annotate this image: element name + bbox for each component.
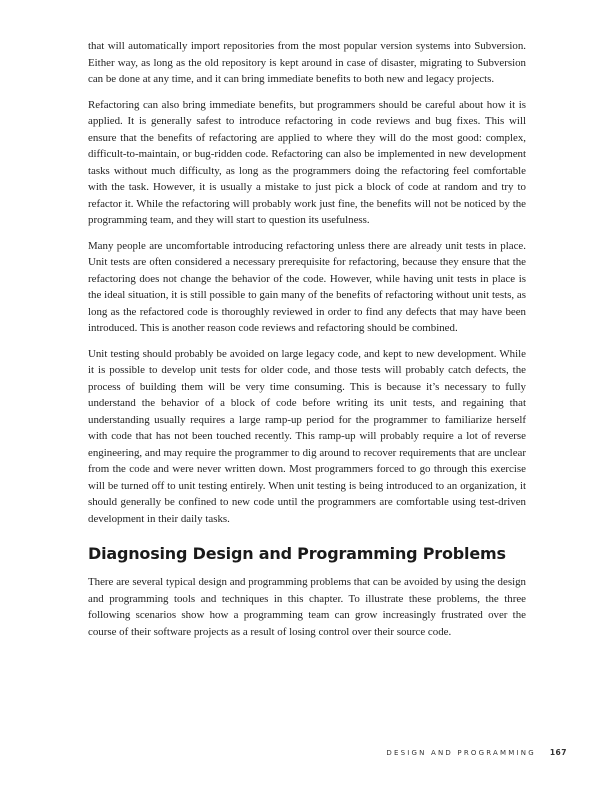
section-heading: Diagnosing Design and Programming Problems (88, 544, 506, 563)
body-paragraph: Many people are uncomfortable introducing refactoring unless there are already unit tests in place. Unit tests are often considered a necessary prerequisite for refactoring, because they ensure that the refactoring does not change the behavior of the code. However, while having unit tests in place is the ideal situation, it is still possible to gain many of the benefits of refactoring without unit tests, as long as the refactored code is thoroughly reviewed in order to find any defects that may have been introduced. This is another reason code reviews and refactoring should be combined. (88, 239, 526, 334)
body-paragraph: that will automatically import repositories from the most popular version systems into Subversion. Either way, as long as the old repository is kept around in case of disaster, migrating to Subversion can be done at any time, and it can bring immediate benefits to both new and legacy projects. (88, 40, 526, 85)
page-body (88, 38, 526, 649)
running-head: DESIGN AND PROGRAMMING (386, 748, 536, 757)
body-paragraph: There are several typical design and programming problems that can be avoided by using the design and programming tools and techniques in this chapter. To illustrate these problems, the three following scenarios show how a programming team can grow increasingly frustrated over the course of their software projects as a result of losing control over their source code. (88, 576, 526, 638)
body-paragraph: Refactoring can also bring immediate benefits, but programmers should be careful about how it is applied. It is generally safest to introduce refactoring in code reviews and bug fixes. This will ensure that the benefits of refactoring are applied to where they will do the most good: complex, difficult-to-maintain, or bug-ridden code. Refactoring can also be implemented in new development tasks without much difficulty, as long as the programmers doing the refactoring feel comfortable with the task. However, it is usually a mistake to just pick a block of code at random and try to refactor it. While the refactoring will probably work just fine, the benefits will not be noticed by the programming team, and they will start to question its usefulness. (88, 98, 526, 226)
body-paragraph: Unit testing should probably be avoided on large legacy code, and kept to new development. While it is possible to develop unit tests for older code, and those tests will probably catch defects, the process of building them will be very time consuming. This is because it’s necessary to fully understand the behavior of a block of code before writing its unit tests, and regaining that understanding usually requires a large ramp-up period for the programmer to familiarize herself with code that has not been touched recently. This ramp-up will probably require a lot of reverse engineering, and may require the programmer to dig around to recover requirements that are unclear from the code and were never written down. Most programmers forced to go through this exercise will be turned off to unit testing entirely. When unit testing is being introduced to an organization, it should generally be confined to new code until the programmers are comfortable using test-driven development in their daily tasks. (88, 347, 526, 525)
page-number: 167 (549, 748, 567, 757)
page-footer (386, 748, 567, 757)
